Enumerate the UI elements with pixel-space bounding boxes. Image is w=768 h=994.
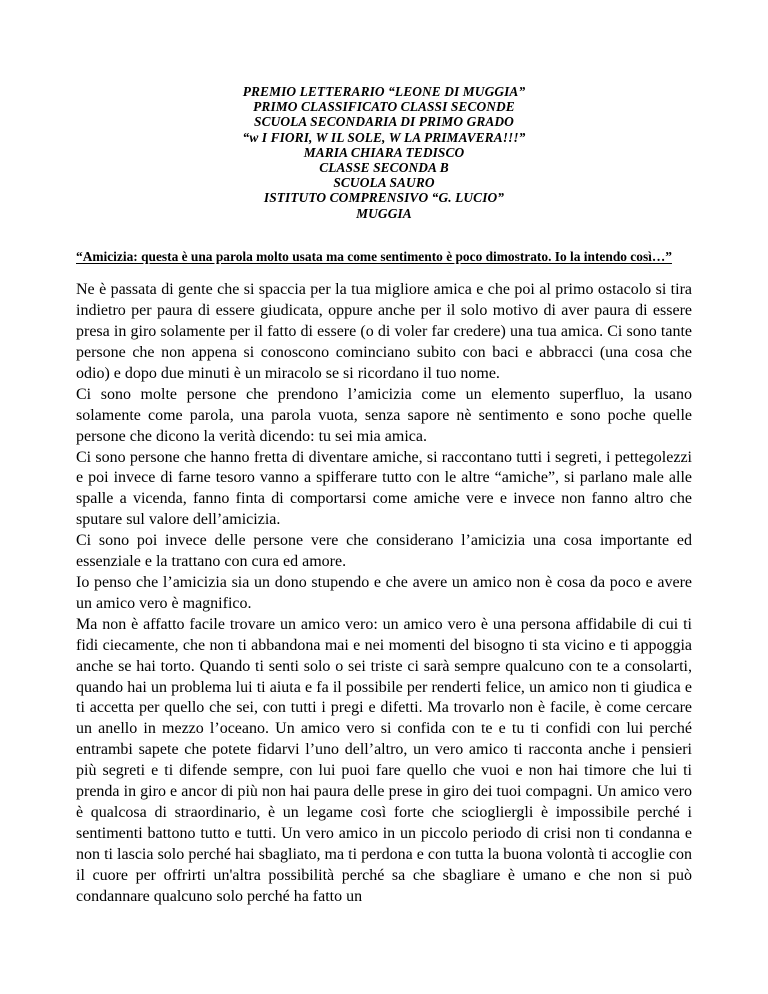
header-line-institute: ISTITUTO COMPRENSIVO “G. LUCIO” [263,190,505,206]
document-page [76,84,692,908]
essay-paragraph: Io penso che l’amicizia sia un dono stupendo e che avere un amico non è cosa da poco e avere un amico vero è magnifico. [76,574,692,612]
essay-prompt: “Amicizia: questa è una parola molto usata ma come sentimento è poco dimostrato. Io la intendo così…” [76,248,672,264]
header-line-school: SCUOLA SAURO [333,175,435,191]
essay-paragraph: Ci sono poi invece delle persone vere che considerano l’amicizia una cosa importante ed essenziale e la trattano con cura ed amore. [76,532,692,571]
essay-paragraph: Ne è passata di gente che si spaccia per la tua migliore amica e che poi al primo ostacolo si tira indietro per paura di essere giudicata, oppure anche per il solo motivo di aver paura di essere presa in giro solamente per il fatto di essere (o di voler far credere) una tua amica. Ci sono tante persone che non appena si conoscono cominciano subito con baci e abbracci (una cosa che odio) e dopo due minuti è un miracolo se si ricordano il tuo nome. [76,281,692,382]
header-line-rank: PRIMO CLASSIFICATO CLASSI SECONDE [253,99,515,115]
header-line-award: PREMIO LETTERARIO “LEONE DI MUGGIA” [242,84,526,99]
header-line-class: CLASSE SECONDA B [319,160,449,176]
header-line-school-level: SCUOLA SECONDARIA DI PRIMO GRADO [254,114,514,130]
essay-body [76,280,692,907]
header-line-city: MUGGIA [356,205,412,221]
header-line-title: “w I FIORI, W IL SOLE, W LA PRIMAVERA!!!” [242,129,526,145]
header-line-author: MARIA CHIARA TEDISCO [303,144,465,160]
document-header [76,84,692,221]
essay-paragraph: Ci sono molte persone che prendono l’amicizia come un elemento superfluo, la usano solamente come parola, una parola vuota, senza sapore nè sentimento e sono poche quelle persone che dicono la verità dicendo: tu sei mia amica. [76,385,692,445]
essay-paragraph: Ci sono persone che hanno fretta di diventare amiche, si raccontano tutti i segreti, i pettegolezzi e poi invece di farne tesoro vanno a spifferare tutto con le altre “amiche”, si parlano male alle spalle a vicenda, fanno finta di comportarsi come amiche vere e invece non fanno altro che sputare sul valore dell’amicizia. [76,448,692,529]
essay-paragraph: Ma non è affatto facile trovare un amico vero: un amico vero è una persona affidabile di cui ti fidi ciecamente, che non ti abbandona mai e nei momenti del bisogno ti sta vicino e ti appoggia anche se hai torto. Quando ti senti solo o sei triste ci sarà sempre qualcuno con te a consolarti, quando hai un problema lui ti aiuta e fa il possibile per renderti felice, un amico non ti giudica e ti accetta per quello che sei, con tutti i pregi e difetti. Ma trovarlo non è facile, è come cercare un anello in mezzo l’oceano. Un amico vero si confida con te e tu ti confidi con lui perché entrambi sapete che potete fidarvi l’uno dell’altro, un vero amico ti racconta anche i pensieri più segreti e ti difende sempre, con lui puoi fare quello che vuoi e non hai timore che lui ti prenda in giro e ancor di più non hai paura delle prese in giro dei tuoi compagni. Un amico vero è qualcosa di straordinario, è un legame così forte che sciogliergli è impossibile perché i sentimenti battono tutto e tutti. Un vero amico in un piccolo periodo di crisi non ti condanna e non ti lascia solo perché hai sbagliato, ma ti perdona e con tutta la buona volontà ti accoglie con il cuore per offrirti un'altra possibilità perché sa che sbagliare è umano e che non si può condannare qualcuno solo perché ha fatto un [76,615,692,905]
